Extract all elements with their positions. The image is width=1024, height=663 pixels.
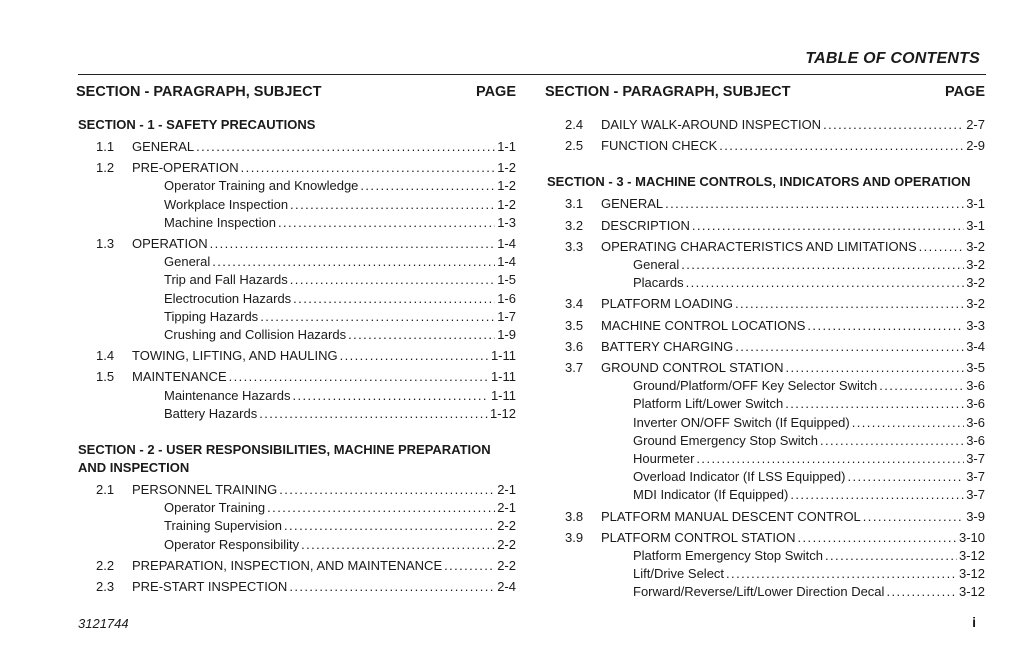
toc-entry-title: MACHINE CONTROL LOCATIONS bbox=[601, 317, 806, 333]
toc-entry-title: PRE-START INSPECTION bbox=[132, 579, 288, 595]
dot-leader bbox=[696, 450, 964, 468]
toc-entry-page: 3-9 bbox=[966, 508, 985, 524]
toc-entry[interactable] bbox=[545, 274, 985, 292]
toc-entry-title: Ground Emergency Stop Switch bbox=[633, 432, 818, 448]
dot-leader bbox=[360, 177, 495, 195]
toc-entry-number: 3.5 bbox=[565, 317, 584, 333]
toc-entry-title: PRE-OPERATION bbox=[132, 160, 239, 176]
toc-entry[interactable] bbox=[76, 405, 516, 423]
dot-leader bbox=[735, 295, 964, 313]
toc-entry-page: 1-2 bbox=[497, 160, 516, 176]
toc-entry-title: PLATFORM CONTROL STATION bbox=[601, 529, 796, 545]
toc-entry-title: Battery Hazards bbox=[164, 405, 258, 421]
dot-leader bbox=[284, 517, 495, 535]
toc-entry-title: Platform Emergency Stop Switch bbox=[633, 548, 824, 564]
dot-leader bbox=[879, 377, 964, 395]
toc-entry-page: 3-6 bbox=[966, 378, 985, 394]
column-header bbox=[545, 82, 985, 102]
toc-entry-title: Overload Indicator (If LSS Equipped) bbox=[633, 469, 846, 485]
toc-entry-title: FUNCTION CHECK bbox=[601, 138, 718, 154]
toc-entry-title: PLATFORM LOADING bbox=[601, 296, 733, 312]
toc-entry[interactable] bbox=[76, 177, 516, 195]
dot-leader bbox=[825, 547, 957, 565]
page-number: i bbox=[972, 614, 976, 630]
toc-entry[interactable] bbox=[545, 238, 985, 256]
section-2-entries bbox=[76, 481, 516, 596]
page-header-title: TABLE OF CONTENTS bbox=[805, 50, 980, 67]
dot-leader bbox=[886, 583, 957, 601]
subject-header: SECTION - PARAGRAPH, SUBJECT bbox=[76, 84, 322, 100]
toc-entry-title: OPERATION bbox=[132, 236, 208, 252]
dot-leader bbox=[798, 529, 957, 547]
toc-entry-title: Platform Lift/Lower Switch bbox=[633, 396, 784, 412]
toc-entry-number: 1.3 bbox=[96, 236, 115, 252]
toc-entry-title: DESCRIPTION bbox=[601, 217, 690, 233]
toc-entry[interactable] bbox=[545, 116, 985, 134]
dot-leader bbox=[259, 405, 488, 423]
toc-entry-page: 1-7 bbox=[497, 308, 516, 324]
toc-entry[interactable] bbox=[76, 138, 516, 156]
dot-leader bbox=[726, 565, 957, 583]
dot-leader bbox=[290, 271, 495, 289]
dot-leader bbox=[847, 468, 964, 486]
toc-entry-page: 2-2 bbox=[497, 557, 516, 573]
toc-entry-title: TOWING, LIFTING, AND HAULING bbox=[132, 348, 338, 364]
toc-entry[interactable] bbox=[545, 547, 985, 565]
subject-header: SECTION - PARAGRAPH, SUBJECT bbox=[545, 84, 791, 100]
toc-entry[interactable] bbox=[545, 432, 985, 450]
dot-leader bbox=[348, 326, 495, 344]
toc-entry-page: 3-3 bbox=[966, 317, 985, 333]
toc-entry[interactable] bbox=[76, 557, 516, 575]
toc-entry-page: 2-2 bbox=[497, 518, 516, 534]
toc-entry-title: PLATFORM MANUAL DESCENT CONTROL bbox=[601, 508, 861, 524]
toc-entry-number: 2.1 bbox=[96, 482, 115, 498]
toc-entry-page: 3-4 bbox=[966, 338, 985, 354]
section-3-entries bbox=[545, 195, 985, 601]
dot-leader bbox=[785, 395, 964, 413]
toc-entry-title: Lift/Drive Select bbox=[633, 566, 725, 582]
toc-entry-title: GENERAL bbox=[132, 139, 195, 154]
right-column bbox=[545, 82, 985, 602]
dot-leader bbox=[686, 274, 965, 292]
toc-entry[interactable] bbox=[545, 359, 985, 377]
dot-leader bbox=[340, 347, 489, 365]
toc-entry[interactable] bbox=[545, 583, 985, 601]
header-rule bbox=[78, 74, 986, 75]
toc-entry-title: GROUND CONTROL STATION bbox=[601, 360, 784, 376]
toc-entry-title: Tipping Hazards bbox=[164, 308, 259, 324]
left-column bbox=[76, 82, 516, 596]
dot-leader bbox=[444, 557, 495, 575]
dot-leader bbox=[196, 138, 495, 156]
toc-entry-title: BATTERY CHARGING bbox=[601, 338, 734, 354]
toc-entry-title: Placards bbox=[633, 275, 684, 291]
toc-entry[interactable] bbox=[76, 271, 516, 289]
toc-entry-number: 2.3 bbox=[96, 579, 115, 595]
toc-entry-page: 1-11 bbox=[490, 348, 516, 364]
toc-entry-number: 3.4 bbox=[565, 296, 584, 312]
toc-entry-title: Machine Inspection bbox=[164, 214, 277, 230]
toc-entry-number: 2.5 bbox=[565, 138, 584, 154]
toc-entry[interactable] bbox=[76, 159, 516, 177]
dot-leader bbox=[692, 217, 964, 235]
dot-leader bbox=[807, 317, 964, 335]
toc-entry[interactable] bbox=[76, 481, 516, 499]
toc-entry[interactable] bbox=[545, 486, 985, 504]
toc-entry-page: 3-7 bbox=[966, 451, 985, 467]
toc-entry-page: 2-4 bbox=[497, 579, 516, 595]
section-2-title bbox=[78, 441, 516, 477]
toc-entry[interactable] bbox=[545, 450, 985, 468]
dot-leader bbox=[279, 481, 495, 499]
toc-entry-title: GENERAL bbox=[601, 196, 664, 212]
toc-entry-page: 3-2 bbox=[966, 238, 985, 254]
section-1-title: SECTION - 1 - SAFETY PRECAUTIONS bbox=[78, 117, 316, 132]
toc-entry-page: 3-2 bbox=[966, 257, 985, 273]
toc-entry[interactable] bbox=[76, 368, 516, 386]
section-2-title-line2: AND INSPECTION bbox=[78, 460, 190, 476]
toc-entry[interactable] bbox=[76, 536, 516, 554]
toc-entry-page: 1-2 bbox=[497, 178, 516, 194]
dot-leader bbox=[919, 238, 965, 256]
toc-entry[interactable] bbox=[545, 295, 985, 313]
toc-entry-page: 3-12 bbox=[958, 566, 985, 582]
toc-entry-title: Trip and Fall Hazards bbox=[164, 272, 288, 288]
toc-entry-page: 3-2 bbox=[966, 275, 985, 291]
toc-entry-number: 3.3 bbox=[565, 238, 584, 254]
toc-entry-title: General bbox=[633, 257, 680, 273]
toc-entry-page: 3-6 bbox=[966, 396, 985, 412]
section-2-title-line1: SECTION - 2 - USER RESPONSIBILITIES, MACHINE PREPARATION bbox=[78, 442, 491, 458]
toc-entry[interactable] bbox=[545, 468, 985, 486]
toc-entry[interactable] bbox=[545, 395, 985, 413]
toc-entry-page: 2-2 bbox=[497, 536, 516, 552]
toc-entry-page: 3-12 bbox=[958, 584, 985, 600]
dot-leader bbox=[229, 368, 489, 386]
toc-entry-title: DAILY WALK-AROUND INSPECTION bbox=[601, 117, 822, 132]
page-header: PAGE bbox=[944, 84, 985, 100]
toc-entry-title: Forward/Reverse/Lift/Lower Direction Decal bbox=[633, 584, 885, 600]
toc-entry-number: 1.1 bbox=[96, 139, 115, 154]
toc-entry-title: Hourmeter bbox=[633, 451, 695, 467]
document-number: 3121744 bbox=[78, 616, 129, 631]
toc-entry-title: Workplace Inspection bbox=[164, 196, 289, 212]
toc-entry-page: 2-7 bbox=[966, 117, 985, 132]
toc-entry[interactable] bbox=[76, 326, 516, 344]
toc-entry-page: 1-3 bbox=[497, 214, 516, 230]
dot-leader bbox=[665, 195, 964, 213]
toc-entry-page: 2-9 bbox=[966, 138, 985, 154]
toc-entry-number: 3.8 bbox=[565, 508, 584, 524]
toc-entry-number: 3.7 bbox=[565, 360, 584, 376]
section-1-entries bbox=[76, 138, 516, 423]
dot-leader bbox=[241, 159, 496, 177]
toc-entry-title: Inverter ON/OFF Switch (If Equipped) bbox=[633, 414, 850, 430]
toc-entry[interactable] bbox=[545, 338, 985, 356]
dot-leader bbox=[823, 116, 964, 134]
toc-entry-number: 3.9 bbox=[565, 529, 584, 545]
toc-entry-title: Training Supervision bbox=[164, 518, 283, 534]
dot-leader bbox=[267, 499, 495, 517]
toc-entry[interactable] bbox=[76, 387, 516, 405]
toc-entry[interactable] bbox=[76, 253, 516, 271]
toc-entry-title: Ground/Platform/OFF Key Selector Switch bbox=[633, 378, 878, 394]
toc-entry-page: 1-12 bbox=[489, 405, 516, 421]
toc-entry-page: 3-1 bbox=[966, 217, 985, 233]
toc-entry-title: OPERATING CHARACTERISTICS AND LIMITATIONS bbox=[601, 238, 917, 254]
toc-entry-title: Operator Responsibility bbox=[164, 536, 300, 552]
dot-leader bbox=[260, 308, 495, 326]
toc-entry[interactable] bbox=[76, 290, 516, 308]
dot-leader bbox=[292, 387, 488, 405]
toc-entry-page: 3-6 bbox=[966, 414, 985, 430]
dot-leader bbox=[293, 290, 495, 308]
toc-entry-page: 1-1 bbox=[497, 139, 516, 154]
toc-entry[interactable] bbox=[545, 256, 985, 274]
toc-entry-page: 3-6 bbox=[966, 432, 985, 448]
toc-entry[interactable] bbox=[76, 347, 516, 365]
toc-entry-number: 1.4 bbox=[96, 348, 115, 364]
toc-entry-title: Maintenance Hazards bbox=[164, 387, 291, 403]
dot-leader bbox=[852, 414, 964, 432]
dot-leader bbox=[681, 256, 964, 274]
toc-entry[interactable] bbox=[545, 565, 985, 583]
toc-entry-page: 1-4 bbox=[497, 236, 516, 252]
toc-entry[interactable] bbox=[76, 308, 516, 326]
toc-entry-page: 3-7 bbox=[966, 487, 985, 503]
toc-entry-page: 3-7 bbox=[966, 469, 985, 485]
dot-leader bbox=[289, 578, 495, 596]
toc-entry-page: 1-4 bbox=[497, 254, 516, 270]
toc-entry[interactable] bbox=[545, 529, 985, 547]
toc-entry-page: 3-12 bbox=[958, 548, 985, 564]
toc-entry-page: 1-11 bbox=[490, 387, 516, 403]
toc-entry[interactable] bbox=[76, 578, 516, 596]
toc-entry-page: 1-5 bbox=[497, 272, 516, 288]
toc-entry[interactable] bbox=[76, 517, 516, 535]
toc-entry-page: 3-10 bbox=[958, 529, 985, 545]
toc-entry-page: 3-5 bbox=[966, 360, 985, 376]
dot-leader bbox=[278, 214, 495, 232]
toc-entry[interactable] bbox=[545, 217, 985, 235]
toc-entry-page: 1-2 bbox=[497, 196, 516, 212]
toc-entry[interactable] bbox=[545, 508, 985, 526]
dot-leader bbox=[863, 508, 964, 526]
dot-leader bbox=[301, 536, 495, 554]
toc-entry[interactable] bbox=[76, 196, 516, 214]
toc-entry-page: 2-1 bbox=[497, 500, 516, 516]
dot-leader bbox=[212, 253, 495, 271]
toc-entry-page: 1-9 bbox=[497, 327, 516, 343]
toc-entry-number: 2.4 bbox=[565, 117, 584, 132]
toc-entry-number: 3.6 bbox=[565, 338, 584, 354]
toc-entry-number: 3.2 bbox=[565, 217, 584, 233]
toc-entry-title: PERSONNEL TRAINING bbox=[132, 482, 278, 498]
dot-leader bbox=[785, 359, 964, 377]
toc-entry-title: Operator Training and Knowledge bbox=[164, 178, 359, 194]
dot-leader bbox=[290, 196, 495, 214]
toc-entry-number: 3.1 bbox=[565, 196, 584, 212]
dot-leader bbox=[820, 432, 964, 450]
toc-entry-title: MAINTENANCE bbox=[132, 369, 227, 385]
page-header: PAGE bbox=[475, 84, 516, 100]
toc-entry[interactable] bbox=[76, 214, 516, 232]
toc-entry-page: 1-6 bbox=[497, 290, 516, 306]
toc-entry[interactable] bbox=[76, 499, 516, 517]
toc-entry[interactable] bbox=[545, 377, 985, 395]
toc-entry-title: MDI Indicator (If Equipped) bbox=[633, 487, 789, 503]
toc-entry-number: 2.2 bbox=[96, 557, 115, 573]
dot-leader bbox=[735, 338, 964, 356]
section-3-title: SECTION - 3 - MACHINE CONTROLS, INDICATORS AND OPERATION bbox=[547, 174, 971, 190]
section-2-continued-entries bbox=[545, 116, 985, 155]
dot-leader bbox=[210, 235, 496, 253]
toc-entry-title: Crushing and Collision Hazards bbox=[164, 327, 347, 343]
column-header bbox=[76, 82, 516, 102]
toc-entry[interactable] bbox=[76, 235, 516, 253]
toc-entry-title: General bbox=[164, 254, 211, 270]
toc-entry-title: Operator Training bbox=[164, 500, 266, 516]
toc-entry-page: 2-1 bbox=[497, 482, 516, 498]
dot-leader bbox=[719, 137, 964, 155]
toc-entry-page: 3-2 bbox=[966, 296, 985, 312]
toc-entry-title: Electrocution Hazards bbox=[164, 290, 292, 306]
toc-entry[interactable] bbox=[545, 195, 985, 213]
toc-entry-page: 3-1 bbox=[966, 196, 985, 212]
toc-entry-number: 1.5 bbox=[96, 369, 115, 385]
toc-entry-title: PREPARATION, INSPECTION, AND MAINTENANCE bbox=[132, 557, 443, 573]
toc-entry[interactable] bbox=[545, 414, 985, 432]
toc-entry-number: 1.2 bbox=[96, 160, 115, 176]
toc-entry[interactable] bbox=[545, 317, 985, 335]
dot-leader bbox=[790, 486, 964, 504]
toc-entry-page: 1-11 bbox=[490, 369, 516, 385]
toc-entry[interactable] bbox=[545, 137, 985, 155]
